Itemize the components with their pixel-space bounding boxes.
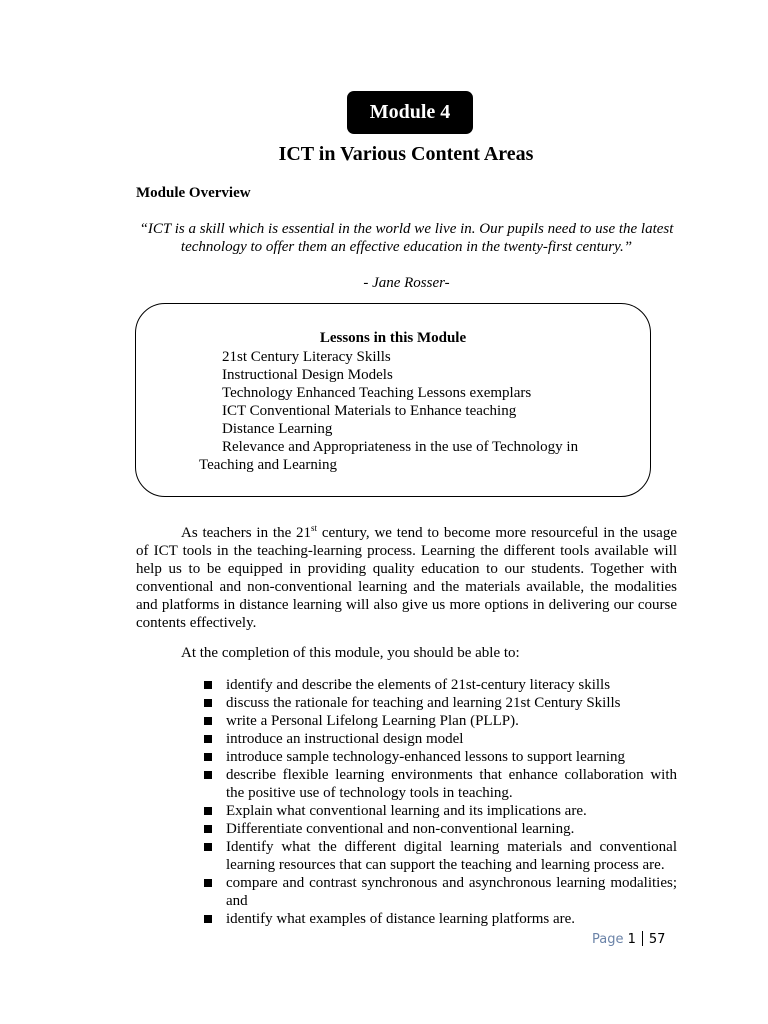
square-bullet-icon <box>204 735 212 743</box>
intro-text-rest: century, we tend to become more resourceful in the usage of ICT tools in the teaching-learning process. Learning the different tools available will help us to be equipped in providing quality education to our students. Together with conventional and non-conventional learning and the materials available, the modalities and platforms in distance learning will also give us more options in delivering our course contents effectively. <box>136 525 677 631</box>
lesson-item: Distance Learning <box>222 421 333 437</box>
page-label: Page <box>592 932 624 947</box>
square-bullet-icon <box>204 825 212 833</box>
objective-item: Differentiate conventional and non-conventional learning. <box>204 820 677 838</box>
objective-item: introduce sample technology-enhanced lessons to support learning <box>204 748 677 766</box>
module-overview-heading: Module Overview <box>136 185 251 201</box>
square-bullet-icon <box>204 807 212 815</box>
lessons-heading: Lessons in this Module <box>319 330 467 346</box>
lesson-item: ICT Conventional Materials to Enhance teaching <box>222 403 517 419</box>
ordinal-suffix: st <box>311 523 318 533</box>
completion-statement: At the completion of this module, you should be able to: <box>181 645 520 661</box>
objective-item: write a Personal Lifelong Learning Plan (PLLP). <box>204 712 677 730</box>
lesson-item: 21st Century Literacy Skills <box>222 349 391 365</box>
lesson-item: Instructional Design Models <box>222 367 393 383</box>
page-number: 1 <box>627 932 636 947</box>
lesson-item-continuation: Teaching and Learning <box>199 457 338 473</box>
objective-item: Identify what the different digital learning materials and conventional learning resources that can support the teaching and learning process are. <box>204 838 677 874</box>
page-footer <box>592 931 665 947</box>
total-pages: 57 <box>648 932 666 947</box>
lessons-box <box>135 303 651 497</box>
square-bullet-icon <box>204 915 212 923</box>
objective-item: compare and contrast synchronous and asynchronous learning modalities; and <box>204 874 677 910</box>
square-bullet-icon <box>204 879 212 887</box>
intro-text-start: As teachers in the 21 <box>181 525 312 541</box>
lesson-item: Relevance and Appropriateness in the use of Technology in <box>222 439 579 455</box>
lessons-list <box>222 348 622 456</box>
objective-item: discuss the rationale for teaching and learning 21st Century Skills <box>204 694 677 712</box>
square-bullet-icon <box>204 681 212 689</box>
square-bullet-icon <box>204 771 212 779</box>
quote-line-2: technology to offer them an effective education in the twenty-first century.” <box>180 239 633 255</box>
objective-item: introduce an instructional design model <box>204 730 677 748</box>
lesson-item: Technology Enhanced Teaching Lessons exemplars <box>222 385 532 401</box>
objectives-list <box>204 676 677 928</box>
quote <box>136 220 677 256</box>
footer-divider <box>642 931 643 946</box>
square-bullet-icon <box>204 699 212 707</box>
objective-item: identify and describe the elements of 21st-century literacy skills <box>204 676 677 694</box>
quote-line-1: “ICT is a skill which is essential in the world we live in. Our pupils need to use the latest <box>139 221 674 237</box>
square-bullet-icon <box>204 753 212 761</box>
module-badge: Module 4 <box>347 91 473 134</box>
square-bullet-icon <box>204 717 212 725</box>
intro-paragraph <box>136 524 677 632</box>
page-title: ICT in Various Content Areas <box>278 143 534 165</box>
objective-item: describe flexible learning environments that enhance collaboration with the positive use of technology tools in teaching. <box>204 766 677 802</box>
quote-author: - Jane Rosser- <box>363 275 450 291</box>
objective-item: Explain what conventional learning and its implications are. <box>204 802 677 820</box>
objective-item: identify what examples of distance learning platforms are. <box>204 910 677 928</box>
square-bullet-icon <box>204 843 212 851</box>
